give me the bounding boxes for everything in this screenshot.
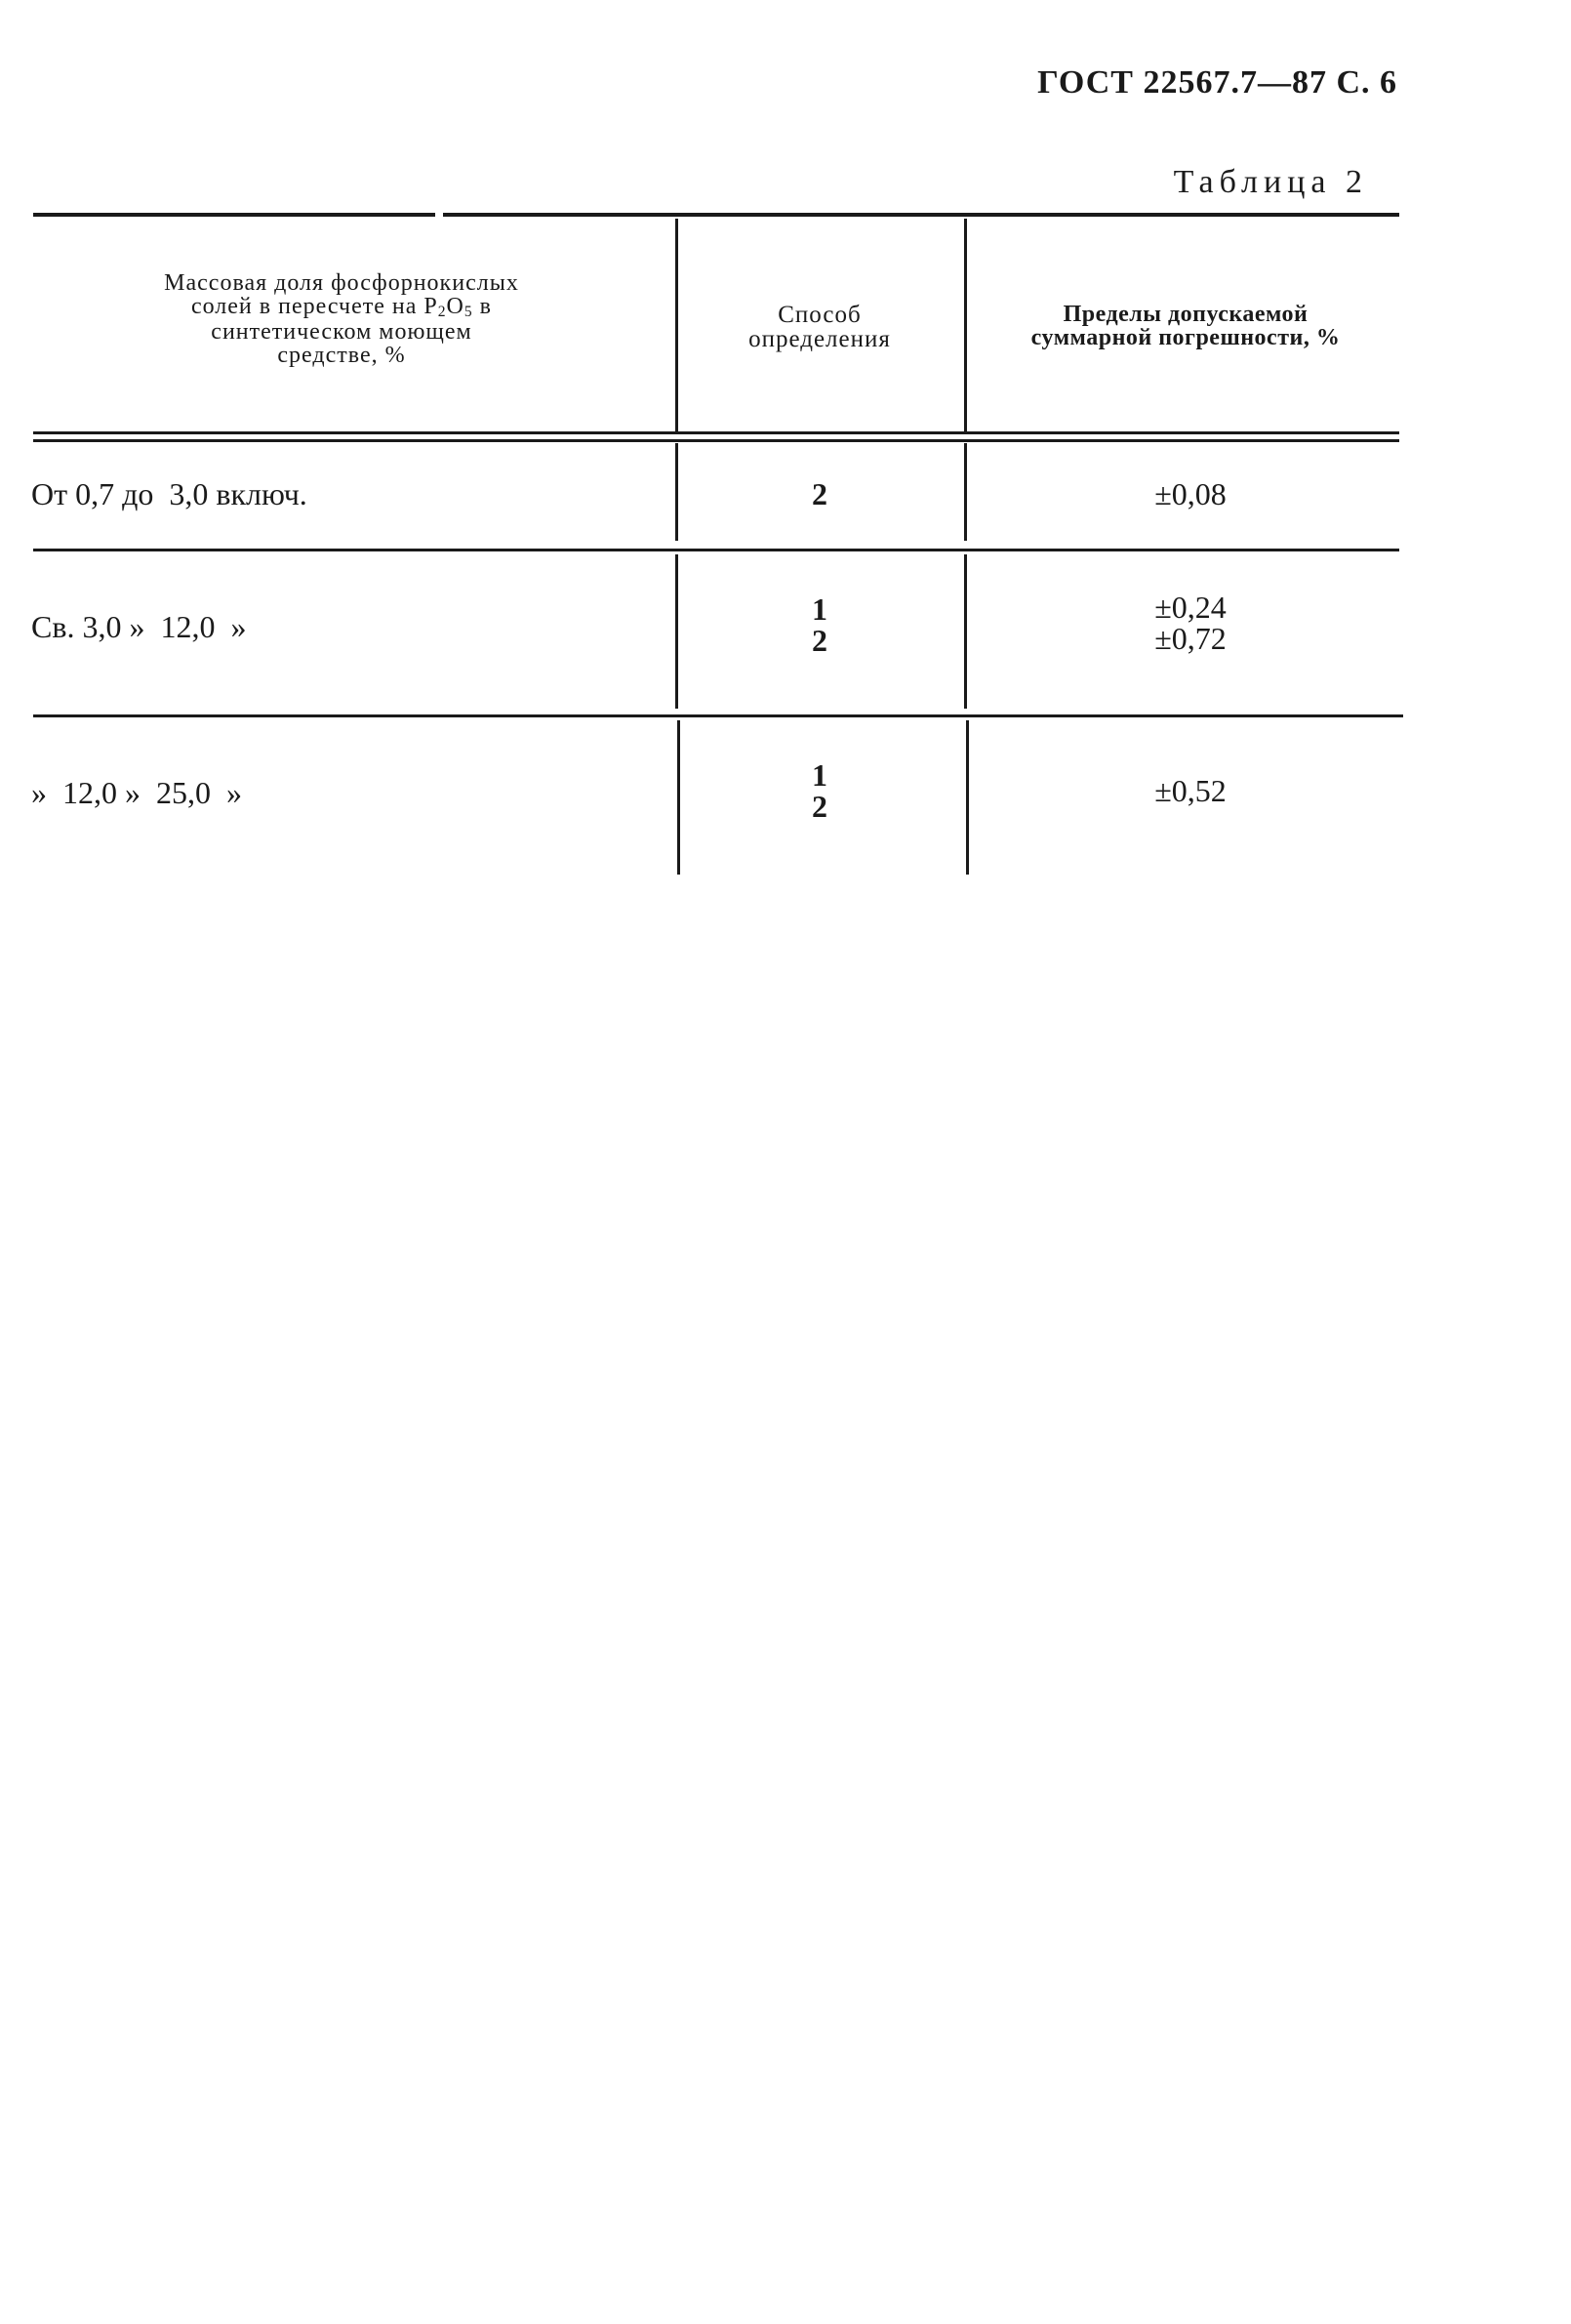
method-value: 1 (812, 591, 827, 627)
page-header: ГОСТ 22567.7—87 С. 6 (1037, 64, 1397, 101)
row-method-3 (683, 759, 956, 822)
column-header-mass-fraction-line2-tail: в (472, 294, 493, 319)
method-value: 2 (812, 476, 827, 511)
column-header-method-line1: Способ (778, 302, 862, 328)
column-header-tolerance-line2: суммарной погрешности, % (1030, 325, 1341, 350)
method-value: 1 (812, 757, 827, 793)
column-header-mass-fraction-line2-text: солей в пересчете на P (190, 294, 438, 319)
header-double-rule-b (33, 439, 1399, 442)
row2-col-divider-2 (964, 554, 967, 709)
row-range-2: Св. 3,0 » 12,0 » (31, 609, 247, 644)
table-top-rule-left (33, 213, 435, 217)
row-range-1: От 0,7 до 3,0 включ. (31, 476, 307, 511)
column-header-method-line2: определения (748, 326, 891, 352)
subscript-5: 5 (463, 304, 473, 321)
row-range-3: » 12,0 » 25,0 » (31, 775, 242, 810)
method-value: 2 (812, 789, 827, 824)
row-tolerance-3 (976, 775, 1405, 806)
tolerance-value: ±0,72 (1154, 621, 1227, 656)
column-header-mass-fraction-line4: средстве, % (277, 342, 406, 368)
column-header-mass-fraction-line3: синтетическом моющем (211, 318, 472, 345)
column-header-method (683, 303, 956, 351)
row1-col-divider-1 (675, 443, 678, 541)
oxygen-symbol: O (446, 294, 464, 319)
row2-col-divider-1 (675, 554, 678, 709)
row-tolerance-1 (976, 478, 1405, 510)
column-header-mass-fraction-line1: Массовая доля фосфорнокислых (164, 270, 519, 296)
row-method-1 (683, 478, 956, 510)
header-col-divider-1 (675, 219, 678, 431)
row-tolerance-2 (976, 591, 1405, 654)
table-top-rule-right (443, 213, 1399, 217)
row3-col-divider-2 (966, 720, 969, 875)
table-caption: Таблица 2 (1173, 164, 1368, 200)
row1-col-divider-2 (964, 443, 967, 541)
tolerance-value: ±0,52 (1154, 773, 1227, 808)
row-method-2 (683, 593, 956, 656)
row3-col-divider-1 (677, 720, 680, 875)
method-value: 2 (812, 623, 827, 658)
row1-bottom-rule (33, 549, 1399, 551)
tolerance-value: ±0,08 (1154, 476, 1227, 511)
column-header-tolerance-line1: Пределы допускаемой (1063, 302, 1309, 327)
tolerance-value: ±0,24 (1154, 590, 1227, 625)
column-header-mass-fraction-line2 (68, 295, 615, 320)
header-double-rule-a (33, 431, 1399, 434)
subscript-2: 2 (437, 304, 447, 321)
column-header-mass-fraction (68, 271, 615, 367)
row2-bottom-rule (33, 714, 1403, 717)
column-header-tolerance (966, 303, 1405, 349)
